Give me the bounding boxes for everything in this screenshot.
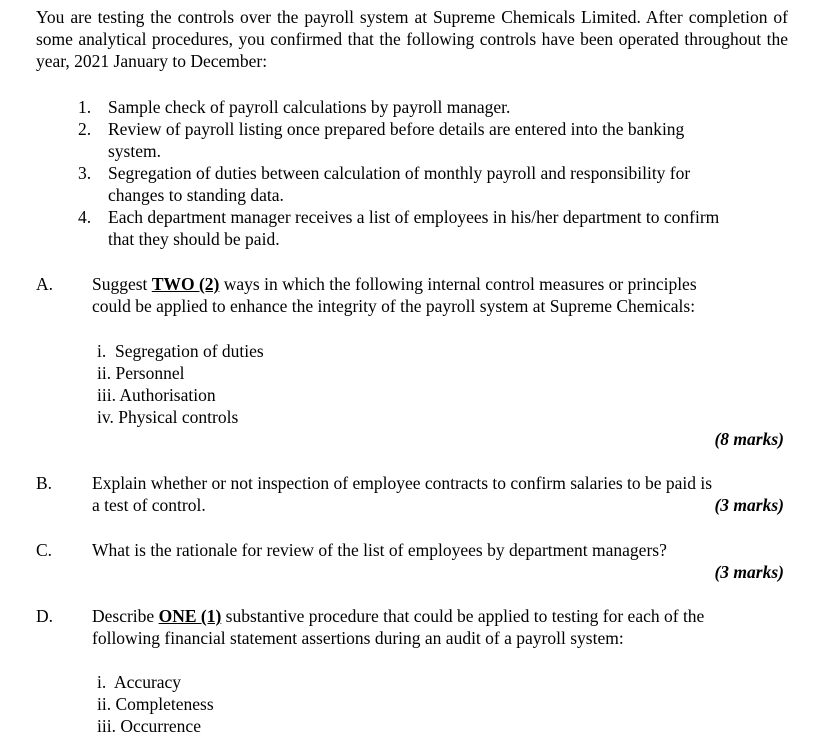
sub-item: i. Segregation of duties	[97, 341, 264, 361]
question-text: Explain whether or not inspection of employee contracts to confirm salaries to be paid is	[92, 473, 713, 493]
question-text	[92, 605, 787, 627]
control-text: Sample check of payroll calculations by payroll manager.	[108, 97, 511, 117]
control-text: system.	[108, 141, 161, 161]
marks-label: (8 marks)	[714, 429, 784, 449]
question-text: following financial statement assertions during an audit of a payroll system:	[92, 628, 624, 648]
sub-item: i. Accuracy	[97, 672, 182, 692]
question-letter: B.	[36, 473, 53, 493]
control-number: 2.	[78, 119, 92, 139]
sub-item: ii. Completeness	[97, 694, 214, 714]
question-text-part: ways in which the following internal control measures or principles	[219, 274, 697, 294]
sub-item: iii. Occurrence	[97, 716, 201, 736]
marks-label: (3 marks)	[714, 562, 784, 582]
sub-item: iv. Physical controls	[97, 407, 239, 427]
emphasis-count: ONE (1)	[158, 606, 222, 626]
emphasis-count: TWO (2)	[151, 274, 220, 294]
question-letter: A.	[36, 274, 54, 294]
question-text	[92, 273, 787, 295]
question-text: could be applied to enhance the integrity of the payroll system at Supreme Chemicals:	[92, 296, 696, 316]
intro-paragraph: You are testing the controls over the payroll system at Supreme Chemicals Limited. After completion of some analytical procedures, you confirmed that the following controls have been operated throughout the year, 2021 January to December:	[36, 7, 788, 71]
control-text: Review of payroll listing once prepared before details are entered into the banking	[108, 119, 685, 139]
question-letter: C.	[36, 540, 53, 560]
control-text: Each department manager receives a list of employees in his/her department to confirm	[108, 207, 720, 227]
question-letter: D.	[36, 606, 54, 626]
control-number: 1.	[78, 97, 92, 117]
question-text-part: substantive procedure that could be applied to testing for each of the	[221, 606, 705, 626]
question-text-part: Suggest	[92, 274, 152, 294]
sub-item: ii. Personnel	[97, 363, 185, 383]
control-number: 3.	[78, 163, 92, 183]
control-text: Segregation of duties between calculation of monthly payroll and responsibility for	[108, 163, 691, 183]
control-number: 4.	[78, 207, 92, 227]
control-text: changes to standing data.	[108, 185, 284, 205]
question-text-part: Describe	[92, 606, 159, 626]
question-text: What is the rationale for review of the list of employees by department managers?	[92, 540, 667, 560]
question-text: a test of control.	[92, 495, 206, 515]
control-text: that they should be paid.	[108, 229, 280, 249]
marks-label: (3 marks)	[714, 495, 784, 515]
sub-item: iii. Authorisation	[97, 385, 216, 405]
